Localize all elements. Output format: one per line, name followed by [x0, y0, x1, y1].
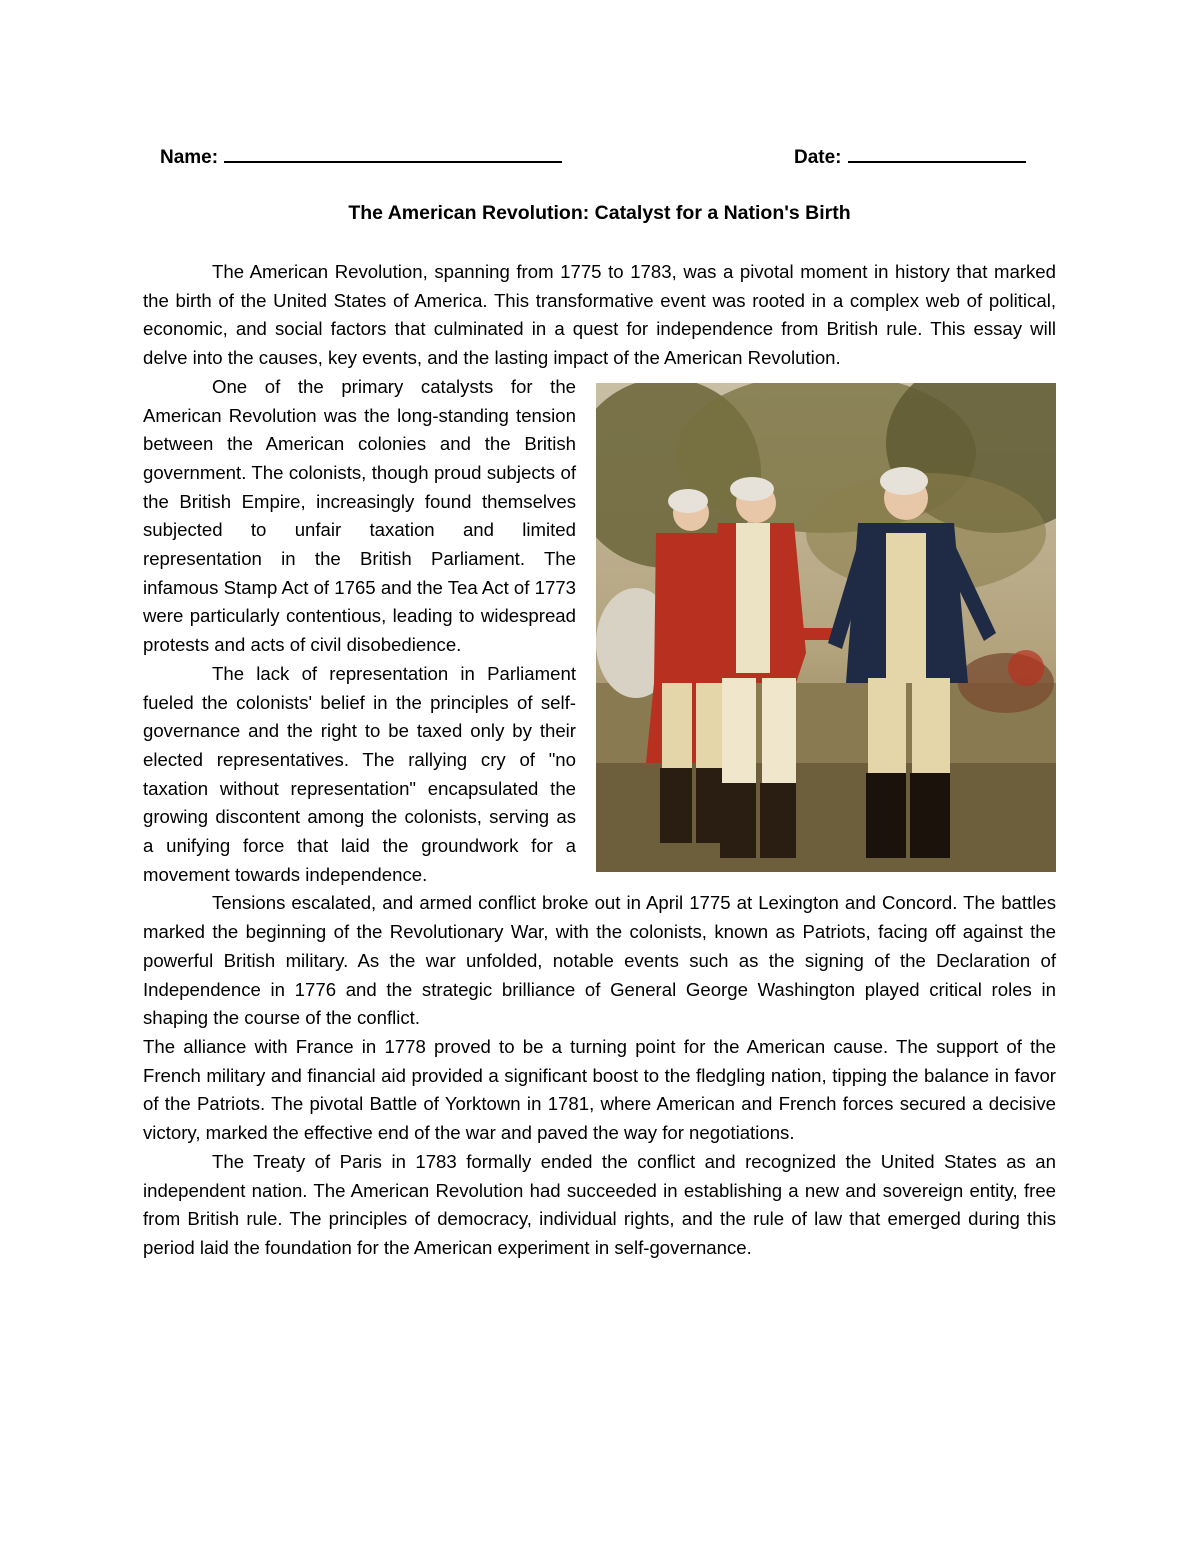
name-label: Name:	[160, 147, 219, 168]
date-label: Date:	[794, 147, 842, 168]
name-field[interactable]	[160, 141, 562, 169]
paragraph-france: The alliance with France in 1778 proved to be a turning point for the American cause. The support of the French military and financial aid provided a significant boost to the fledgling nation, tipping the balance in favor of the Patriots. The pivotal Battle of Yorktown in 1781, where American and French forces secured a decisive victory, marked the effective end of the war and paved the way for negotiations.	[143, 1035, 1056, 1144]
painting-figure	[596, 383, 1056, 872]
paragraph-representation: The lack of representation in Parliament fueled the colonists' belief in the principles of self-governance and the right to be taxed only by their elected representatives. The rallying cry of "no taxation without representation" encapsulated the growing discontent among the colonists, serving as a unifying force that laid the groundwork for a movement towards independence.	[143, 662, 576, 885]
date-field[interactable]	[794, 141, 1026, 169]
header-row	[160, 141, 1040, 173]
paragraph-intro: The American Revolution, spanning from 1775 to 1783, was a pivotal moment in history that marked the birth of the United States of America. This transformative event was rooted in a complex web of political, economic, and social factors that culminated in a quest for independence from British rule. This essay will delve into the causes, key events, and the lasting impact of the American Revolution.	[143, 261, 1056, 369]
essay-body	[143, 258, 1056, 1263]
paragraph-war: Tensions escalated, and armed conflict broke out in April 1775 at Lexington and Concord. The battles marked the beginning of the Revolutionary War, with the colonists, known as Patriots, facing off against the powerful British military. As the war unfolded, notable events such as the signing of the Declaration of Independence in 1776 and the strategic brilliance of General George Washington played critical roles in shaping the course of the conflict.	[143, 892, 1056, 1029]
name-blank-line[interactable]	[224, 141, 562, 163]
essay-title: The American Revolution: Catalyst for a Nation's Birth	[348, 202, 851, 224]
paragraph-causes: One of the primary catalysts for the American Revolution was the long-standing tension between the American colonies and the British government. The colonists, though proud subjects of the British Empire, increasingly found themselves subjected to unfair taxation and limited representation in the British Parliament. The infamous Stamp Act of 1765 and the Tea Act of 1773 were particularly contentious, leading to widespread protests and acts of civil disobedience.	[143, 375, 576, 656]
date-blank-line[interactable]	[848, 141, 1026, 163]
painting-icon	[596, 383, 1056, 872]
paragraph-treaty: The Treaty of Paris in 1783 formally ended the conflict and recognized the United States as an independent nation. The American Revolution had succeeded in establishing a new and sovereign entity, free from British rule. The principles of democracy, individual rights, and the rule of law that emerged during this period laid the foundation for the American experiment in self-governance.	[143, 1150, 1056, 1258]
